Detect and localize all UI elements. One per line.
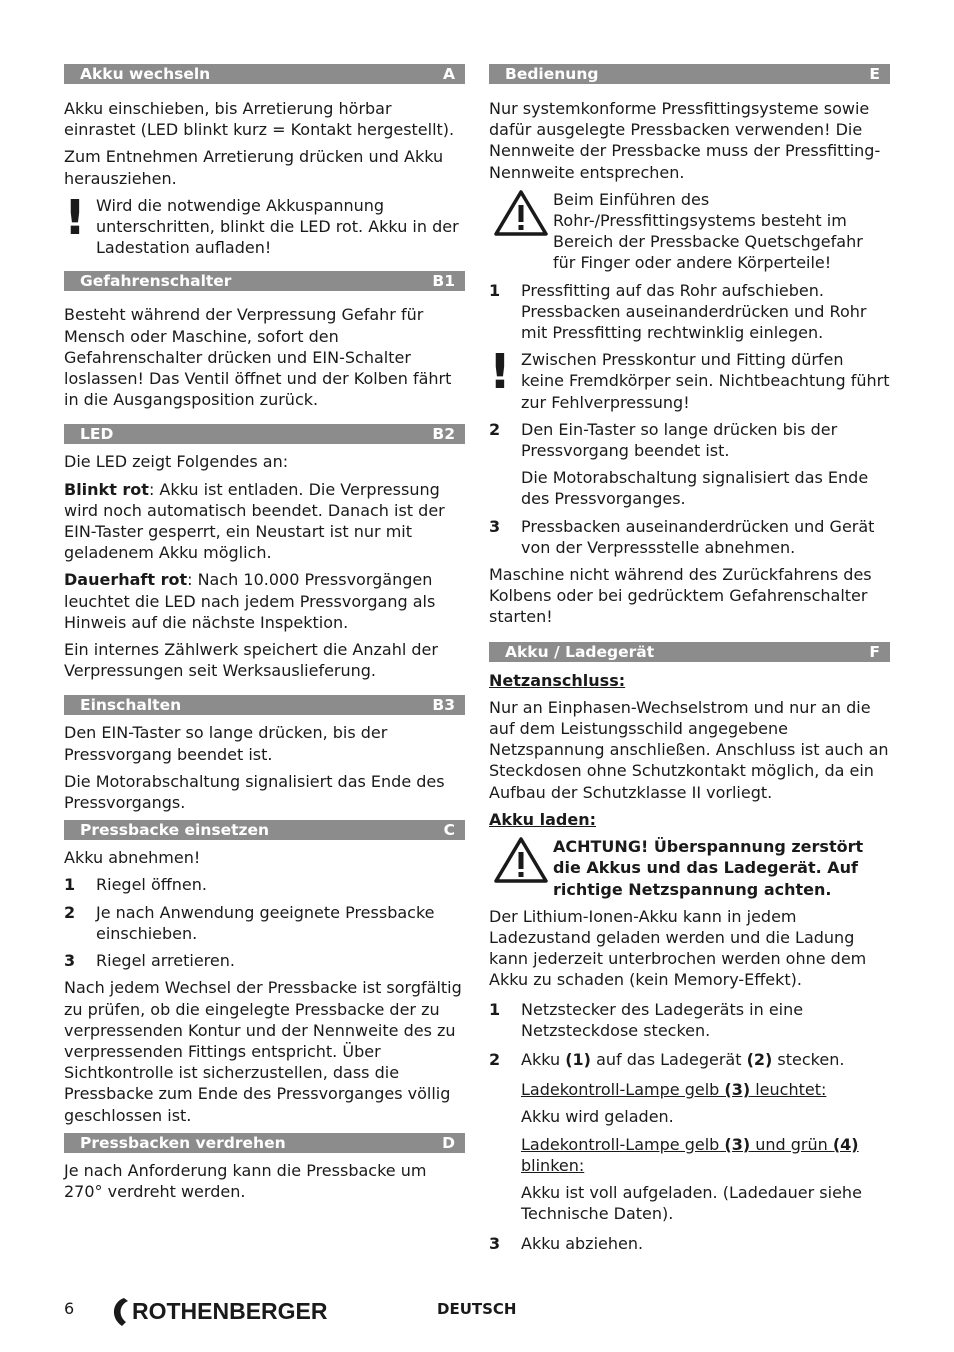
paragraph xyxy=(64,569,465,633)
note-block xyxy=(64,189,465,259)
step-number: 1 xyxy=(489,999,501,1019)
warning-triangle-icon xyxy=(489,836,553,884)
exclamation-icon: ! xyxy=(489,344,511,401)
note-text: Wird die notwendige Akkuspannung unterschritten, blinkt die LED rot. Akku in der Ladestation aufladen! xyxy=(96,195,459,258)
step-text: Riegel arretieren. xyxy=(96,951,235,971)
section-header-pressbacke-einsetzen xyxy=(64,820,465,840)
paragraph: Der Lithium-Ionen-Akku kann in jedem Ladezustand geladen werden und die Ladung kann jederzeit unterbrochen werden ohne dem Akku zu schaden (kein Memory-Effekt). xyxy=(489,906,867,990)
section-header-akku-ladegeraet xyxy=(489,642,890,662)
warning-block xyxy=(489,189,890,274)
note-block xyxy=(489,344,890,413)
text-run: Ladekontroll-Lampe gelb xyxy=(521,1134,725,1154)
rothenberger-logo xyxy=(104,1292,344,1332)
paragraph: Ein internes Zählwerk speichert die Anzahl der Verpressungen seit Werksauslieferung. xyxy=(64,640,438,681)
paragraph: Den EIN-Taster so lange drücken, bis der Pressvorgang beendet ist. xyxy=(64,723,388,764)
step-number: 1 xyxy=(64,875,76,895)
paragraph: Die LED zeigt Folgendes an: xyxy=(64,452,289,472)
exclamation-icon: ! xyxy=(64,189,86,246)
section-header-led xyxy=(64,424,465,444)
section-header-einschalten xyxy=(64,695,465,715)
paragraph-rest: : Nach 10.000 Pressvorgängen leuchtet die LED nach jedem Pressvorgang als Hinweis auf die nächste Inspektion. xyxy=(64,570,436,632)
section-title: LED xyxy=(80,425,114,444)
ref-number: (2) xyxy=(746,1049,773,1069)
step-text: Je nach Anwendung geeignete Pressbacke einschieben. xyxy=(96,902,435,943)
brand-name: ROTHENBERGER xyxy=(132,1298,328,1324)
step-number: 2 xyxy=(489,1049,501,1069)
list-item xyxy=(489,999,890,1041)
step-number: 1 xyxy=(489,280,501,300)
paragraph: Die Motorabschaltung signalisiert das Ende des Pressvorgangs. xyxy=(64,771,445,813)
right-column xyxy=(489,64,890,1255)
step-text xyxy=(521,1049,844,1070)
paragraph: Maschine nicht während des Zurückfahrens des Kolbens oder bei gedrücktem Gefahrenschalter starten! xyxy=(489,565,872,627)
paragraph xyxy=(64,479,465,564)
paragraph: Besteht während der Verpressung Gefahr für Mensch oder Maschine, sofort den Gefahrenschalter drücken und EIN-Schalter loslassen! Das Ventil öffnet und der Kolben fährt in die Ausgangsposition zurück. xyxy=(64,305,452,410)
step-text: Netzstecker des Ladegeräts in eine Netzsteckdose stecken. xyxy=(521,999,804,1040)
section-title: Akku wechseln xyxy=(80,65,211,83)
paragraph: Nur an Einphasen-Wechselstrom und nur an die auf dem Leistungsschild angegebene Netzspannung anschließen. Anschluss ist auch an Steckdosen ohne Schutzkontakt möglich, da ein Aufbau der Schutzklasse II vorliegt. xyxy=(489,697,889,802)
section-code: F xyxy=(869,642,880,661)
bold-label: Blinkt rot xyxy=(64,479,149,499)
text-run: Ladekontroll-Lampe gelb xyxy=(521,1080,725,1100)
section-code: E xyxy=(869,65,880,83)
text-run: stecken. xyxy=(772,1049,845,1069)
paragraph: Akku wird geladen. xyxy=(521,1107,674,1127)
section-code: B2 xyxy=(432,425,455,444)
step-number: 3 xyxy=(64,951,76,971)
section-title: Pressbacke einsetzen xyxy=(80,821,270,840)
paragraph: Akku ist voll aufgeladen. (Ladedauer siehe Technische Daten). xyxy=(521,1182,862,1224)
text-run: Akku xyxy=(521,1049,566,1069)
list-item xyxy=(489,1049,890,1070)
ref-number: (4) xyxy=(832,1134,859,1154)
subheading-text: Netzanschluss: xyxy=(489,670,626,690)
text-run: leuchtet: xyxy=(750,1080,827,1100)
list-item xyxy=(489,419,890,461)
paragraph: Die Motorabschaltung signalisiert das Ende des Pressvorganges. xyxy=(521,468,869,509)
warning-text: Beim Einführen des Rohr-/Pressfittingsystems besteht im Bereich der Pressbacke Quetschgefahr für Finger oder andere Körperteile! xyxy=(553,189,863,273)
section-title: Akku / Ladegerät xyxy=(505,642,655,661)
list-item xyxy=(64,902,465,944)
lamp-status-label xyxy=(489,1134,890,1176)
paragraph: Je nach Anforderung kann die Pressbacke um 270° verdreht werden. xyxy=(64,1160,427,1201)
step-text: Riegel öffnen. xyxy=(96,875,207,895)
step-number: 2 xyxy=(489,419,501,439)
paragraph-rest: : Akku ist entladen. Die Verpressung wird noch automatisch beendet. Danach ist der EIN-Taster gesperrt, ein Neustart ist nur mit geladenem Akku möglich. xyxy=(64,479,445,563)
paragraph: Akku abnehmen! xyxy=(64,848,201,868)
text-run: und grün xyxy=(750,1134,833,1154)
section-title: Einschalten xyxy=(80,696,182,715)
list-item xyxy=(64,874,465,895)
step-number: 2 xyxy=(64,902,76,922)
paragraph: Nach jedem Wechsel der Pressbacke ist sorgfältig zu prüfen, ob die eingelegte Pressbacke der zu verpressenden Kontur und der Nennweite des zu verpressenden Fittings entspricht. Über Sichtkontrolle ist sicherzustellen, dass die Pressbacke zum Ende des Pressvorganges völlig geschlossen ist. xyxy=(64,978,462,1125)
text-run: auf das Ladegerät xyxy=(590,1049,747,1069)
warning-text: ACHTUNG! Überspannung zerstört die Akkus und das Ladegerät. Auf richtige Netzspannung achten. xyxy=(553,837,864,899)
subheading xyxy=(489,809,890,830)
warning-block xyxy=(489,836,890,900)
language-label: DEUTSCH xyxy=(437,1300,517,1318)
paragraph: Nur systemkonforme Pressfittingsysteme sowie dafür ausgelegte Pressbacken verwenden! Die Nennweite der Pressbacke muss der Pressfitting-Nennweite entsprechen. xyxy=(489,99,881,182)
section-code: B1 xyxy=(432,272,455,291)
section-header-akku-wechseln xyxy=(64,64,465,84)
ref-number: (3) xyxy=(724,1134,751,1154)
section-code: B3 xyxy=(432,696,455,715)
list-item xyxy=(489,1233,890,1254)
step-text: Den Ein-Taster so lange drücken bis der Pressvorgang beendet ist. xyxy=(521,419,838,461)
section-code: A xyxy=(443,65,455,83)
section-code: C xyxy=(443,821,455,840)
bold-label: Dauerhaft rot xyxy=(64,570,188,590)
section-code: D xyxy=(442,1133,455,1152)
paragraph: Akku einschieben, bis Arretierung hörbar einrastet (LED blinkt kurz = Kontakt hergestellt). xyxy=(64,99,455,140)
page-number: 6 xyxy=(64,1299,75,1318)
text-run: blinken: xyxy=(521,1155,585,1175)
section-title: Gefahrenschalter xyxy=(80,272,232,291)
list-item xyxy=(489,280,890,344)
step-number: 3 xyxy=(489,1234,501,1254)
list-item xyxy=(64,950,465,971)
section-header-gefahrenschalter xyxy=(64,271,465,291)
section-header-pressbacken-verdrehen xyxy=(64,1133,465,1153)
section-title: Bedienung xyxy=(505,65,599,83)
ref-number: (1) xyxy=(565,1049,591,1069)
step-number: 3 xyxy=(489,516,501,536)
ref-number: (3) xyxy=(724,1080,751,1100)
section-title: Pressbacken verdrehen xyxy=(80,1133,286,1152)
subheading-text: Akku laden: xyxy=(489,809,596,829)
left-column xyxy=(64,64,465,1202)
warning-triangle-icon xyxy=(489,189,553,237)
lamp-status-label xyxy=(489,1079,890,1100)
subheading xyxy=(489,670,890,691)
paragraph: Zum Entnehmen Arretierung drücken und Akku herausziehen. xyxy=(64,147,444,188)
list-item xyxy=(489,516,890,558)
step-text: Pressbacken auseinanderdrücken und Gerät von der Verpressstelle abnehmen. xyxy=(521,516,875,557)
section-header-bedienung xyxy=(489,64,890,84)
note-text: Zwischen Presskontur und Fitting dürfen keine Fremdkörper sein. Nichtbeachtung führt zur Fehlverpressung! xyxy=(521,350,890,412)
step-text: Pressfitting auf das Rohr aufschieben. Pressbacken auseinanderdrücken und Rohr mit Pressfitting rechtwinklig einlegen. xyxy=(521,280,867,343)
step-text: Akku abziehen. xyxy=(521,1234,644,1254)
